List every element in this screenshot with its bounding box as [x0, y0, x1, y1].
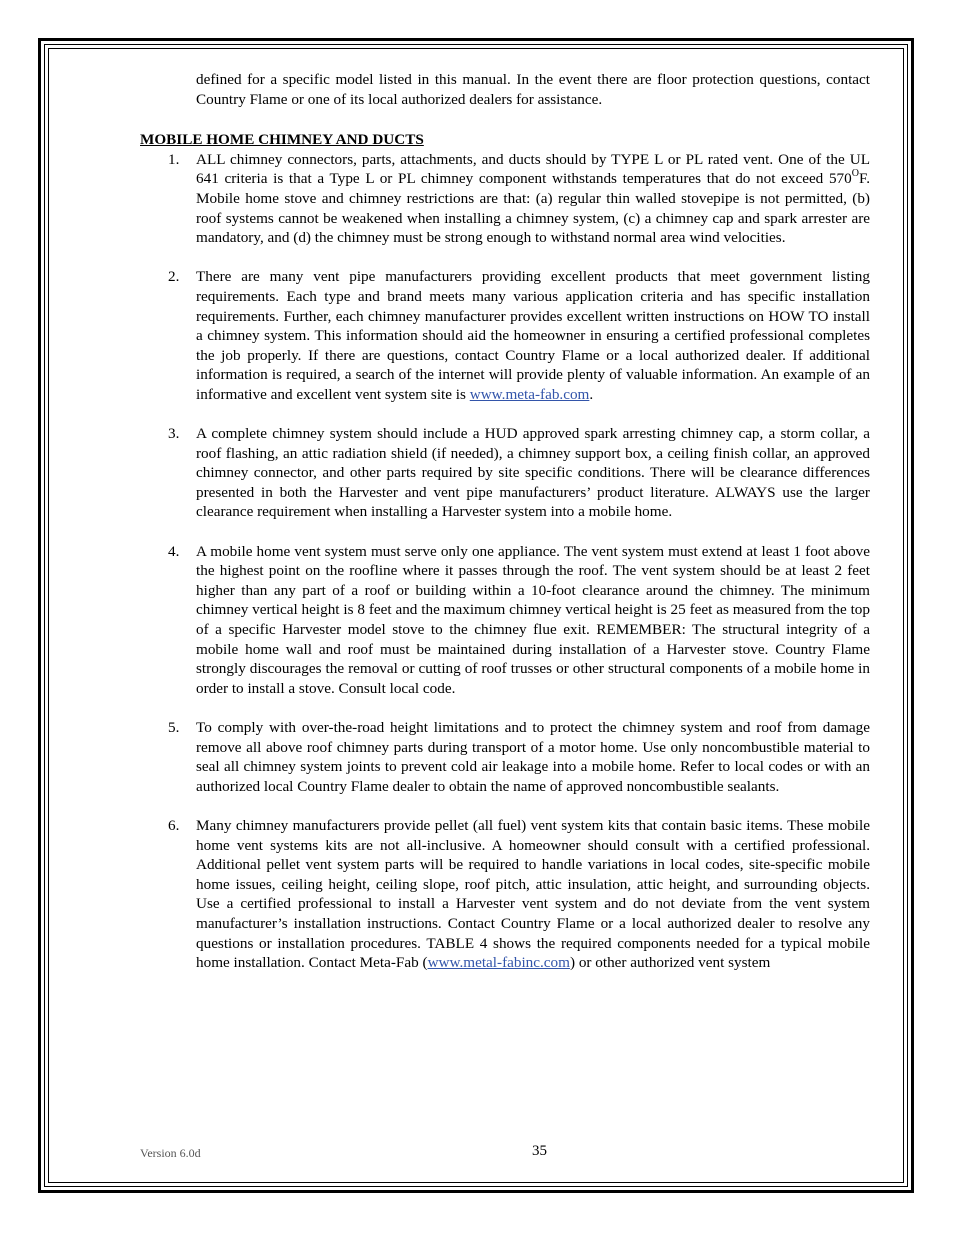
- item-number: 5.: [168, 719, 180, 736]
- page-number: 35: [532, 1143, 547, 1159]
- item-number: 3.: [168, 425, 180, 443]
- list-item: [140, 816, 870, 973]
- version-label: Version 6.0d: [140, 1146, 201, 1160]
- item-text: There are many vent pipe manufacturers providing excellent products that meet government listing requirements. Each type and brand meets many various application criteria and has specific installation requirements. Further, each chimney manufacturer provides excellent written instructions on HOW TO install a chimney system. This information should aid the homeowner in ensuring a certified professional completes the job properly. If there are questions, contact Country Flame or a local authorized dealer. If additional information is required, a search of the internet will provide plenty of valuable information. An example of an informative and excellent vent system site is: [196, 268, 870, 403]
- degree-superscript: O: [851, 168, 859, 180]
- item-text: Many chimney manufacturers provide pellet (all fuel) vent system kits that contain basic items. These mobile home vent systems kits are not all-inclusive. A homeowner should consult with a certified professional. Additional pellet vent system parts will be required to handle variations in local codes, site-specific mobile home issues, ceiling height, ceiling slope, roof pitch, attic insulation, attic height, and surrounding objects. Use a certified professional to install a Harvester vent system and do not deviate from the vent system manufacturer’s installation instructions. Contact Country Flame or a local authorized dealer to resolve any questions or installation procedures. TABLE 4 shows the required components needed for a typical mobile home installation. Contact Meta-Fab (: [196, 816, 870, 972]
- item-text: A complete chimney system should include a HUD approved spark arresting chimney cap, a storm collar, a roof flashing, an attic radiation shield (if needed), a chimney support box, a ceiling finish collar, an approved chimney connector, and other parts required by site specific conditions. There will be clearance differences presented in both the Harvester and vent pipe manufacturers’ product literature. ALWAYS use the larger clearance requirement when installing a Harvester system into a mobile home.: [196, 425, 870, 521]
- item-number: 4.: [168, 542, 180, 560]
- item-text: To comply with over-the-road height limitations and to protect the chimney system and roof from damage remove all above roof chimney parts during transport of a motor home. Use only noncombustible material to seal all chimney system joints to prevent cold air leakage into a mobile home. Refer to local codes or with an authorized local Country Flame dealer to obtain the name of approved noncombustible sealants.: [196, 719, 870, 795]
- intro-paragraph: defined for a specific model listed in this manual. In the event there are floor protection questions, contact Country Flame or one of its local authorized dealers for assistance.: [196, 71, 870, 108]
- item-number: 1.: [168, 150, 180, 168]
- list-item: [140, 424, 870, 522]
- meta-fab-link[interactable]: www.meta-fab.com: [469, 385, 590, 403]
- item-text: A mobile home vent system must serve only one appliance. The vent system must extend at least 1 foot above the highest point on the roofline where it passes through the roof. The vent system should be at least 2 feet higher than any part of a roof or building within a 10-foot clearance around the chimney. The minimum chimney vertical height is 8 feet and the maximum chimney vertical height is 25 feet as measured from the top of a specific Harvester model stove to the chimney flue exit. REMEMBER: The structural integrity of a mobile home wall and roof must be maintained during installation of a Harvester stove. Country Flame strongly discourages the removal or cutting of roof trusses or other structural components of a mobile home in order to install a stove. Consult local code.: [196, 542, 870, 697]
- instruction-list: [140, 150, 870, 973]
- item-number: 6.: [168, 816, 180, 834]
- list-item: [140, 150, 870, 248]
- list-item: [140, 542, 870, 699]
- item-number: 2.: [168, 268, 180, 286]
- metal-fabinc-link[interactable]: www.metal-fabinc.com: [427, 954, 570, 972]
- item-text: .: [589, 385, 594, 403]
- page-content: [140, 70, 870, 992]
- item-text: ALL chimney connectors, parts, attachments, and ducts should by TYPE L or PL rated vent. One of the UL 641 criteria is that a Type L or PL chimney component withstands temperatures that do not exceed 570: [196, 150, 870, 188]
- item-text: ) or other authorized vent system: [569, 954, 771, 972]
- list-item: [140, 267, 870, 404]
- list-item: [140, 718, 870, 796]
- section-heading: MOBILE HOME CHIMNEY AND DUCTS: [140, 131, 424, 149]
- item-text: F. Mobile home stove and chimney restrictions are that: (a) regular thin walled stovepipe is not permitted, (b) roof systems cannot be weakened when installing a chimney system, (c) a chimney cap and spark arrester are mandatory, and (d) the chimney must be strong enough to withstand normal area wind velocities.: [196, 170, 870, 247]
